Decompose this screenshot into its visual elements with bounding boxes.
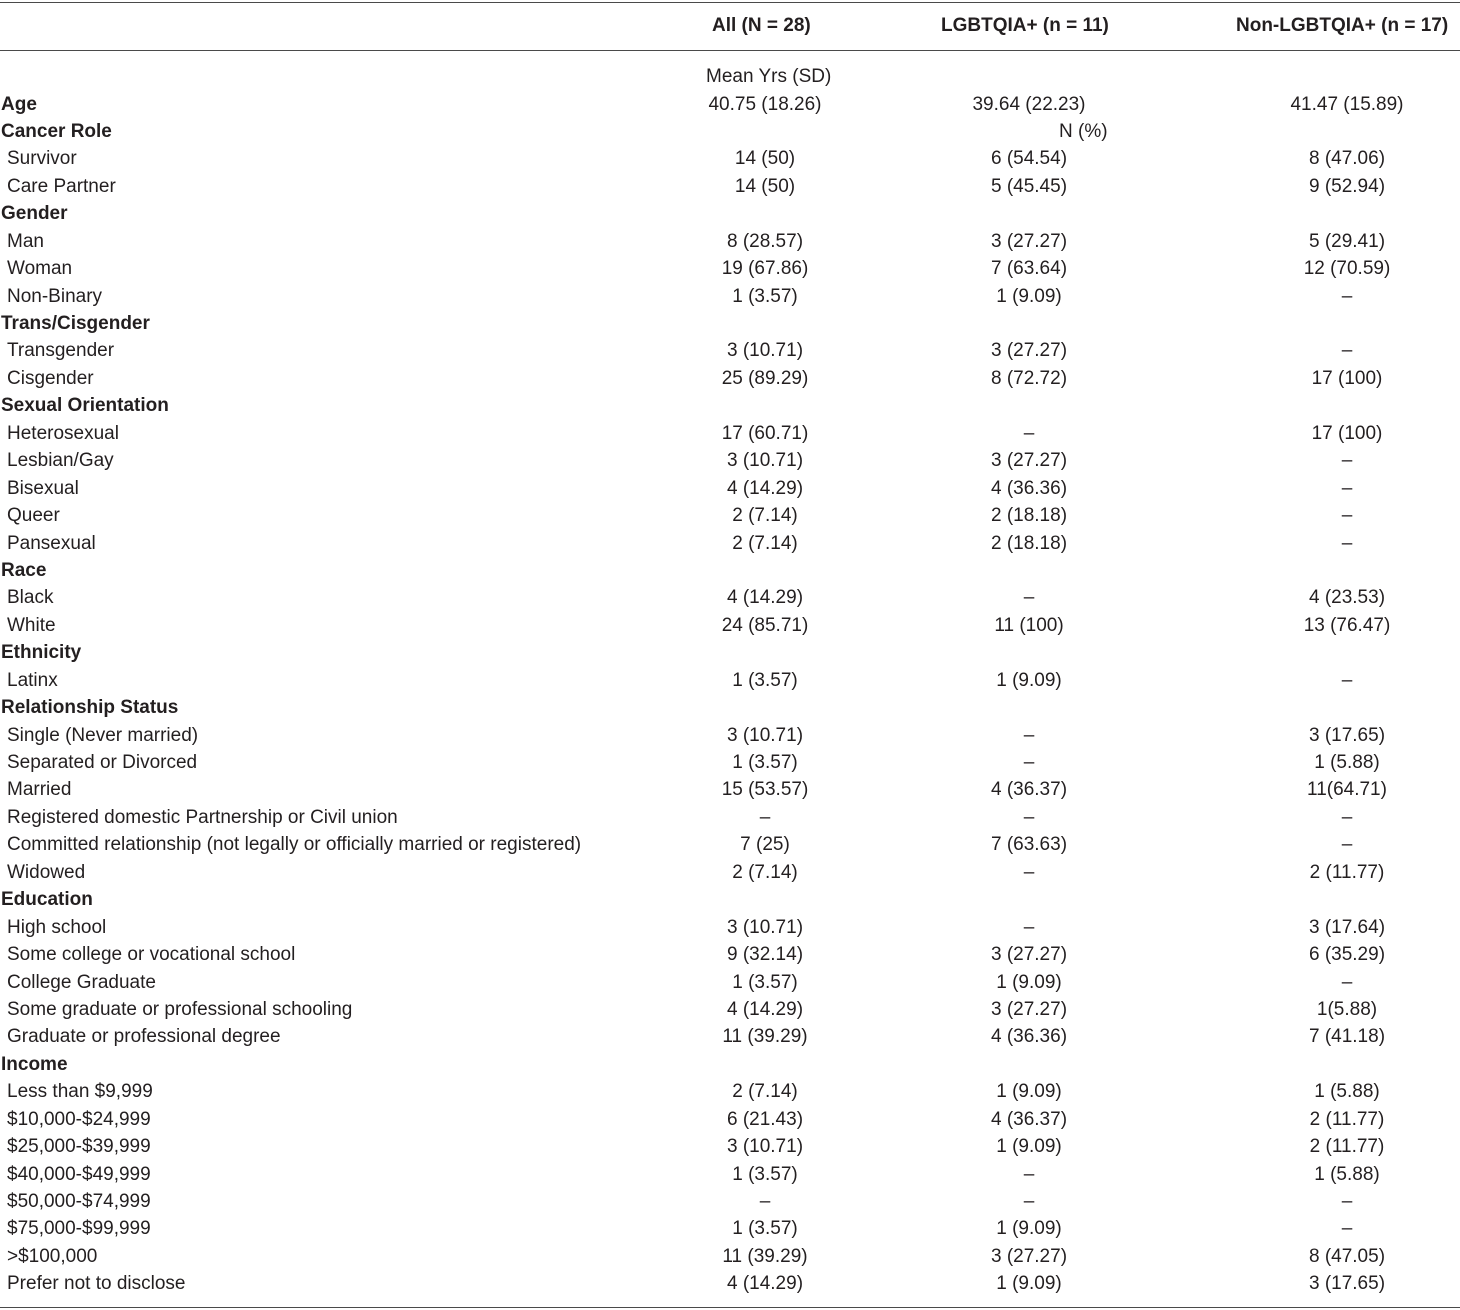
cell-non-lgbtqia: – bbox=[1341, 806, 1353, 828]
table-row bbox=[0, 941, 1460, 968]
cell-all: 3 (10.71) bbox=[726, 1136, 804, 1158]
cell-non-lgbtqia: – bbox=[1341, 834, 1353, 856]
table-row bbox=[0, 996, 1460, 1023]
cell-lgbtqia: 1 (9.09) bbox=[996, 971, 1062, 993]
table-section-row bbox=[0, 200, 1460, 227]
cell-non-lgbtqia: – bbox=[1341, 971, 1353, 993]
cell-lgbtqia: – bbox=[1023, 1191, 1035, 1212]
cell-all: 25 (89.29) bbox=[721, 367, 809, 389]
row-label: White bbox=[7, 614, 56, 636]
row-label: Some graduate or professional schooling bbox=[7, 998, 353, 1020]
cell-all: 4 (14.29) bbox=[726, 1273, 804, 1295]
cell-all: 14 (50) bbox=[734, 175, 796, 197]
cell-non-lgbtqia: 3 (17.64) bbox=[1308, 916, 1386, 938]
cell-non-lgbtqia: 3 (17.65) bbox=[1308, 1273, 1386, 1295]
cell-all: 1 (3.57) bbox=[732, 1218, 798, 1240]
cell-lgbtqia: 6 (54.54) bbox=[990, 148, 1068, 170]
table-row bbox=[0, 667, 1460, 694]
cell-non-lgbtqia: 8 (47.05) bbox=[1308, 1245, 1386, 1267]
table-row bbox=[0, 1078, 1460, 1105]
row-label: Survivor bbox=[7, 148, 77, 170]
cell-lgbtqia: 4 (36.37) bbox=[990, 779, 1068, 801]
row-label: Race bbox=[1, 559, 47, 581]
cell-non-lgbtqia: 12 (70.59) bbox=[1303, 258, 1391, 280]
table-row bbox=[0, 776, 1460, 803]
cell-lgbtqia: – bbox=[1023, 752, 1035, 773]
cell-non-lgbtqia: 11(64.71) bbox=[1307, 779, 1387, 801]
table-row bbox=[0, 859, 1460, 886]
table-section-row bbox=[0, 694, 1460, 721]
cell-lgbtqia: 39.64 (22.23) bbox=[972, 93, 1086, 115]
cell-lgbtqia: 1 (9.09) bbox=[996, 1273, 1062, 1295]
cell-non-lgbtqia: 17 (100) bbox=[1311, 422, 1383, 444]
cell-non-lgbtqia: – bbox=[1341, 505, 1353, 527]
cell-all: 1 (3.57) bbox=[732, 1163, 798, 1185]
cell-all: 8 (28.57) bbox=[726, 230, 804, 252]
table-row bbox=[0, 1133, 1460, 1160]
cell-lgbtqia: 1 (9.09) bbox=[996, 285, 1062, 307]
table-row bbox=[0, 530, 1460, 557]
cell-all: 2 (7.14) bbox=[732, 532, 798, 554]
cell-all: 2 (7.14) bbox=[732, 505, 798, 527]
cell-lgbtqia: 7 (63.64) bbox=[990, 258, 1068, 280]
table-row bbox=[0, 1023, 1460, 1050]
cell-all: 11 (39.29) bbox=[722, 1245, 808, 1267]
table-row bbox=[0, 914, 1460, 941]
row-label: Prefer not to disclose bbox=[7, 1273, 186, 1295]
row-label: Income bbox=[1, 1053, 68, 1075]
cell-lgbtqia: 3 (27.27) bbox=[990, 944, 1068, 966]
cell-non-lgbtqia: 5 (29.41) bbox=[1308, 230, 1386, 252]
cell-lgbtqia: 1 (9.09) bbox=[996, 1136, 1062, 1158]
row-label: Education bbox=[1, 889, 93, 911]
cell-lgbtqia: – bbox=[1023, 724, 1035, 746]
cell-all: 1 (3.57) bbox=[732, 669, 798, 691]
table-row bbox=[0, 831, 1460, 858]
row-label: Lesbian/Gay bbox=[7, 450, 114, 472]
cell-lgbtqia: – bbox=[1023, 1163, 1035, 1185]
table-row bbox=[0, 145, 1460, 172]
cell-lgbtqia: 1 (9.09) bbox=[996, 1081, 1062, 1103]
cell-non-lgbtqia: 1(5.88) bbox=[1316, 998, 1378, 1020]
cell-lgbtqia: 2 (18.18) bbox=[990, 505, 1068, 527]
row-label: Single (Never married) bbox=[7, 724, 199, 746]
cell-lgbtqia: – bbox=[1023, 916, 1035, 938]
cell-non-lgbtqia: – bbox=[1341, 1218, 1353, 1240]
cell-all: 4 (14.29) bbox=[726, 587, 804, 609]
row-label: $25,000-$39,999 bbox=[7, 1136, 151, 1158]
row-label: $10,000-$24,999 bbox=[7, 1108, 151, 1130]
row-label: Care Partner bbox=[7, 175, 116, 197]
row-label: Woman bbox=[7, 258, 73, 280]
table-row bbox=[0, 612, 1460, 639]
row-label: Bisexual bbox=[7, 477, 79, 499]
row-label: Cancer Role bbox=[1, 120, 112, 142]
cell-non-lgbtqia: – bbox=[1341, 285, 1353, 307]
cell-non-lgbtqia: 1 (5.88) bbox=[1314, 1163, 1380, 1185]
table-row bbox=[0, 283, 1460, 310]
row-label: Relationship Status bbox=[1, 697, 179, 719]
cell-all: 7 (25) bbox=[740, 834, 790, 856]
table-row bbox=[0, 1106, 1460, 1133]
row-label: Queer bbox=[7, 505, 60, 527]
row-label: >$100,000 bbox=[7, 1245, 98, 1267]
table-section-row bbox=[0, 639, 1460, 666]
cell-lgbtqia: 5 (45.45) bbox=[990, 175, 1068, 197]
cell-non-lgbtqia: 17 (100) bbox=[1311, 367, 1383, 389]
cell-non-lgbtqia: 2 (11.77) bbox=[1309, 861, 1385, 883]
cell-non-lgbtqia: 41.47 (15.89) bbox=[1290, 93, 1404, 115]
cell-lgbtqia: – bbox=[1023, 422, 1035, 444]
cell-non-lgbtqia: – bbox=[1341, 1191, 1353, 1212]
cell-all: 6 (21.43) bbox=[726, 1108, 804, 1130]
cell-non-lgbtqia: 1 (5.88) bbox=[1314, 752, 1380, 773]
table-body bbox=[0, 91, 1460, 1298]
cell-lgbtqia: 7 (63.63) bbox=[990, 834, 1068, 856]
table-section-row bbox=[0, 557, 1460, 584]
row-label: Trans/Cisgender bbox=[1, 313, 150, 334]
cell-non-lgbtqia: 4 (23.53) bbox=[1308, 587, 1386, 609]
column-header-lgbtqia: LGBTQIA+ (n = 11) bbox=[941, 15, 1109, 36]
row-label: Non-Binary bbox=[7, 285, 103, 307]
table-row bbox=[0, 502, 1460, 529]
cell-non-lgbtqia: – bbox=[1341, 477, 1353, 499]
cell-non-lgbtqia: – bbox=[1341, 450, 1353, 472]
cell-all: 3 (10.71) bbox=[726, 340, 804, 362]
cell-lgbtqia: 3 (27.27) bbox=[990, 340, 1068, 362]
cell-lgbtqia: 8 (72.72) bbox=[990, 367, 1068, 389]
row-label: Less than $9,999 bbox=[7, 1081, 153, 1103]
row-label: Latinx bbox=[7, 669, 58, 691]
cell-all: 40.75 (18.26) bbox=[708, 93, 822, 115]
cell-lgbtqia: 4 (36.37) bbox=[990, 1108, 1068, 1130]
cell-lgbtqia: 2 (18.18) bbox=[990, 532, 1068, 554]
header-rule bbox=[0, 50, 1460, 51]
cell-all: 1 (3.57) bbox=[732, 752, 798, 773]
row-label: High school bbox=[7, 916, 107, 938]
cell-all: 2 (7.14) bbox=[732, 1081, 798, 1103]
cell-non-lgbtqia: – bbox=[1341, 340, 1353, 362]
cell-non-lgbtqia: 2 (11.77) bbox=[1309, 1108, 1385, 1130]
table-row bbox=[0, 365, 1460, 392]
cell-all: 15 (53.57) bbox=[721, 779, 809, 801]
cell-all: 19 (67.86) bbox=[721, 258, 809, 280]
table-row bbox=[0, 475, 1460, 502]
cell-lgbtqia: 4 (36.36) bbox=[990, 1026, 1068, 1048]
row-label: Married bbox=[7, 779, 72, 801]
table-row bbox=[0, 722, 1460, 749]
row-label: Gender bbox=[1, 203, 68, 225]
row-label: Heterosexual bbox=[7, 422, 119, 444]
cell-lgbtqia: 4 (36.36) bbox=[990, 477, 1068, 499]
cell-all: 17 (60.71) bbox=[721, 422, 809, 444]
row-label: $75,000-$99,999 bbox=[7, 1218, 151, 1240]
table-row bbox=[0, 969, 1460, 996]
row-label: Graduate or professional degree bbox=[7, 1026, 281, 1048]
row-label: $50,000-$74,999 bbox=[7, 1191, 151, 1212]
row-label: Committed relationship (not legally or officially married or registered) bbox=[7, 834, 582, 856]
table-row bbox=[0, 337, 1460, 364]
cell-all: 3 (10.71) bbox=[726, 916, 804, 938]
cell-lgbtqia: 3 (27.27) bbox=[990, 230, 1068, 252]
row-label: $40,000-$49,999 bbox=[7, 1163, 151, 1185]
row-label: Sexual Orientation bbox=[1, 395, 169, 417]
table-row bbox=[0, 1243, 1460, 1270]
row-label: Pansexual bbox=[7, 532, 96, 554]
table-row bbox=[0, 584, 1460, 611]
cell-lgbtqia: 1 (9.09) bbox=[996, 669, 1062, 691]
row-label: Registered domestic Partnership or Civil union bbox=[7, 806, 398, 828]
table-bottom-rule bbox=[0, 1307, 1460, 1308]
table-row bbox=[0, 447, 1460, 474]
cell-non-lgbtqia: 1 (5.88) bbox=[1314, 1081, 1380, 1103]
table-row bbox=[0, 1161, 1460, 1188]
cell-all: 1 (3.57) bbox=[732, 971, 798, 993]
row-label: Ethnicity bbox=[1, 642, 82, 664]
column-header-non-lgbtqia: Non-LGBTQIA+ (n = 17) bbox=[1236, 15, 1449, 36]
row-label: Transgender bbox=[7, 340, 115, 362]
table-section-row bbox=[0, 310, 1460, 337]
mean-years-subheader: Mean Yrs (SD) bbox=[706, 66, 832, 87]
table-row bbox=[0, 1215, 1460, 1242]
table-row bbox=[0, 173, 1460, 200]
cell-non-lgbtqia: 3 (17.65) bbox=[1308, 724, 1386, 746]
table-section-row bbox=[0, 886, 1460, 913]
row-label: College Graduate bbox=[7, 971, 156, 993]
row-label: Age bbox=[1, 93, 37, 115]
table-row bbox=[0, 1270, 1460, 1297]
cell-non-lgbtqia: 13 (76.47) bbox=[1303, 614, 1391, 636]
row-label: Some college or vocational school bbox=[7, 944, 296, 966]
table-row bbox=[0, 255, 1460, 282]
cell-all: – bbox=[759, 806, 771, 828]
row-label: Separated or Divorced bbox=[7, 752, 198, 773]
cell-all: 4 (14.29) bbox=[726, 477, 804, 499]
table-row bbox=[0, 749, 1460, 776]
cell-non-lgbtqia: – bbox=[1341, 532, 1353, 554]
table-row bbox=[0, 804, 1460, 831]
cell-lgbtqia: 3 (27.27) bbox=[990, 998, 1068, 1020]
cell-all: 1 (3.57) bbox=[732, 285, 798, 307]
cell-lgbtqia: – bbox=[1023, 587, 1035, 609]
row-label: Man bbox=[7, 230, 44, 252]
table-section-row bbox=[0, 118, 1460, 145]
cell-all: 2 (7.14) bbox=[732, 861, 798, 883]
cell-all: 3 (10.71) bbox=[726, 724, 804, 746]
cell-all: 11 (39.29) bbox=[722, 1026, 808, 1048]
cell-lgbtqia: 11 (100) bbox=[994, 614, 1064, 636]
row-label: Cisgender bbox=[7, 367, 94, 389]
cell-all: 9 (32.14) bbox=[726, 944, 804, 966]
cell-all: 4 (14.29) bbox=[726, 998, 804, 1020]
table-section-row bbox=[0, 91, 1460, 118]
row-label: Black bbox=[7, 587, 54, 609]
cell-non-lgbtqia: 2 (11.77) bbox=[1309, 1136, 1385, 1158]
cell-lgbtqia: 3 (27.27) bbox=[990, 1245, 1068, 1267]
table-section-row bbox=[0, 1051, 1460, 1078]
table-row bbox=[0, 1188, 1460, 1215]
cell-non-lgbtqia: – bbox=[1341, 669, 1353, 691]
table-top-rule bbox=[0, 2, 1460, 3]
cell-non-lgbtqia: 8 (47.06) bbox=[1308, 148, 1386, 170]
row-label: Widowed bbox=[7, 861, 86, 883]
cell-all: 3 (10.71) bbox=[726, 450, 804, 472]
table-row bbox=[0, 228, 1460, 255]
cell-lgbtqia: 1 (9.09) bbox=[996, 1218, 1062, 1240]
cell-lgbtqia: – bbox=[1023, 806, 1035, 828]
cell-non-lgbtqia: 9 (52.94) bbox=[1308, 175, 1386, 197]
cell-non-lgbtqia: 7 (41.18) bbox=[1308, 1026, 1386, 1048]
cell-non-lgbtqia: 6 (35.29) bbox=[1308, 944, 1386, 966]
cell-lgbtqia: – bbox=[1023, 861, 1035, 883]
cell-all: – bbox=[759, 1191, 771, 1212]
cell-lgbtqia: 3 (27.27) bbox=[990, 450, 1068, 472]
cell-all: 24 (85.71) bbox=[721, 614, 809, 636]
table-row bbox=[0, 420, 1460, 447]
n-percent-subheader: N (%) bbox=[1059, 121, 1108, 142]
column-header-all: All (N = 28) bbox=[712, 15, 811, 36]
table-section-row bbox=[0, 392, 1460, 419]
cell-all: 14 (50) bbox=[734, 148, 796, 170]
